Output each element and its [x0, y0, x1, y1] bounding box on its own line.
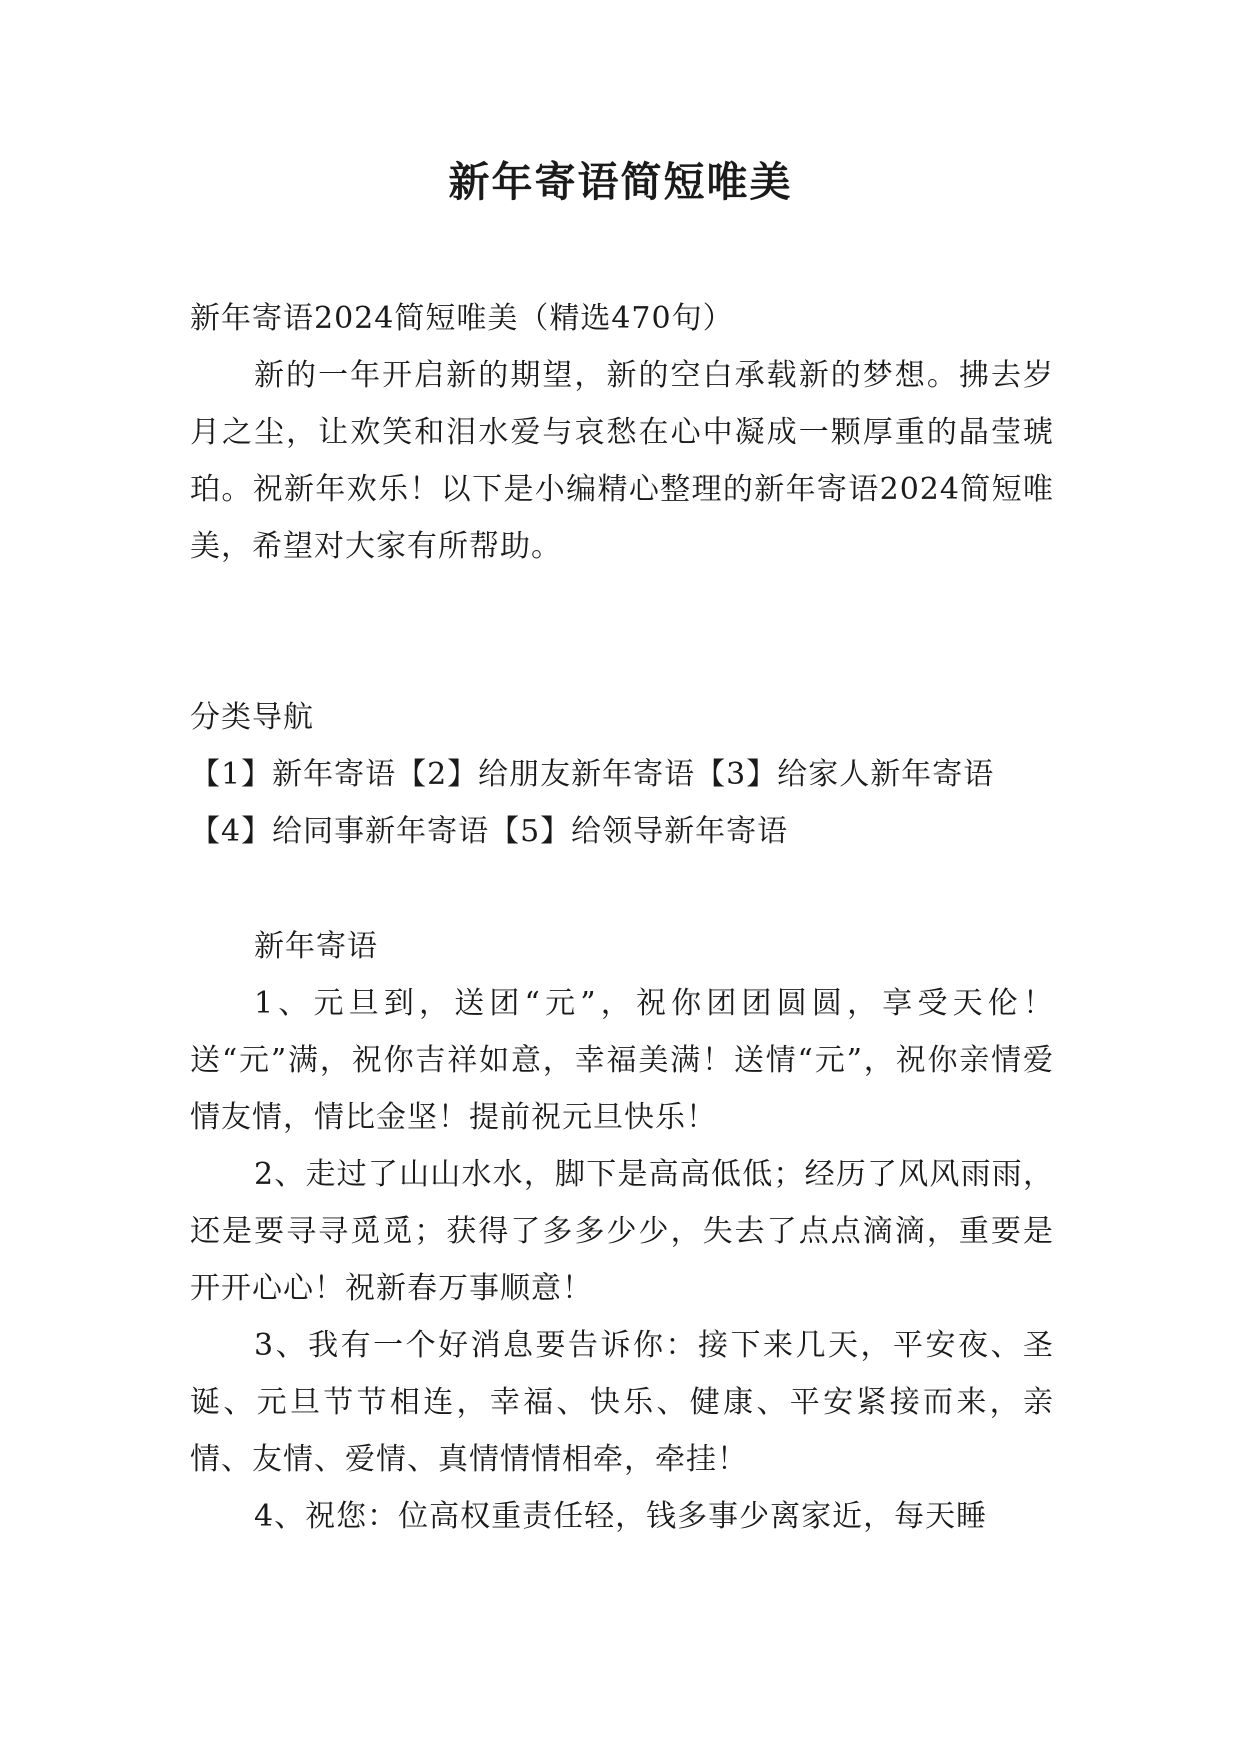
spacer	[190, 575, 1054, 689]
nav-links-line-2[interactable]: 【4】给同事新年寄语【5】给领导新年寄语	[190, 814, 789, 849]
spacer	[190, 860, 1054, 918]
list-item: 1、元旦到，送团“元”，祝你团团圆圆，享受天伦！送“元”满，祝你吉祥如意，幸福美满！送情“元”，祝你亲情爱情友情，情比金坚！提前祝元旦快乐！	[190, 986, 1054, 1135]
intro-paragraph: 新的一年开启新的期望，新的空白承载新的梦想。拂去岁月之尘，让欢笑和泪水爱与哀愁在心中凝成一颗厚重的晶莹琥珀。祝新年欢乐！以下是小编精心整理的新年寄语2024简短唯美，希望对大家有所帮助。	[190, 358, 1054, 564]
list-item: 3、我有一个好消息要告诉你：接下来几天，平安夜、圣诞、元旦节节相连，幸福、快乐、健康、平安紧接而来，亲情、友情、爱情、真情情情相牵，牵挂！	[190, 1328, 1054, 1477]
list-item: 2、走过了山山水水，脚下是高高低低；经历了风风雨雨，还是要寻寻觅觅；获得了多多少少，失去了点点滴滴，重要是开开心心！祝新春万事顺意！	[190, 1157, 1054, 1306]
section-heading: 新年寄语	[254, 929, 378, 964]
nav-links-line-1[interactable]: 【1】新年寄语【2】给朋友新年寄语【3】给家人新年寄语	[190, 757, 995, 792]
list-item: 4、祝您：位高权重责任轻，钱多事少离家近，每天睡	[254, 1499, 988, 1534]
subtitle: 新年寄语2024简短唯美（精选470句）	[190, 301, 734, 336]
nav-heading: 分类导航	[190, 700, 314, 735]
document-title: 新年寄语简短唯美	[448, 158, 793, 206]
document-body	[190, 290, 1054, 1545]
